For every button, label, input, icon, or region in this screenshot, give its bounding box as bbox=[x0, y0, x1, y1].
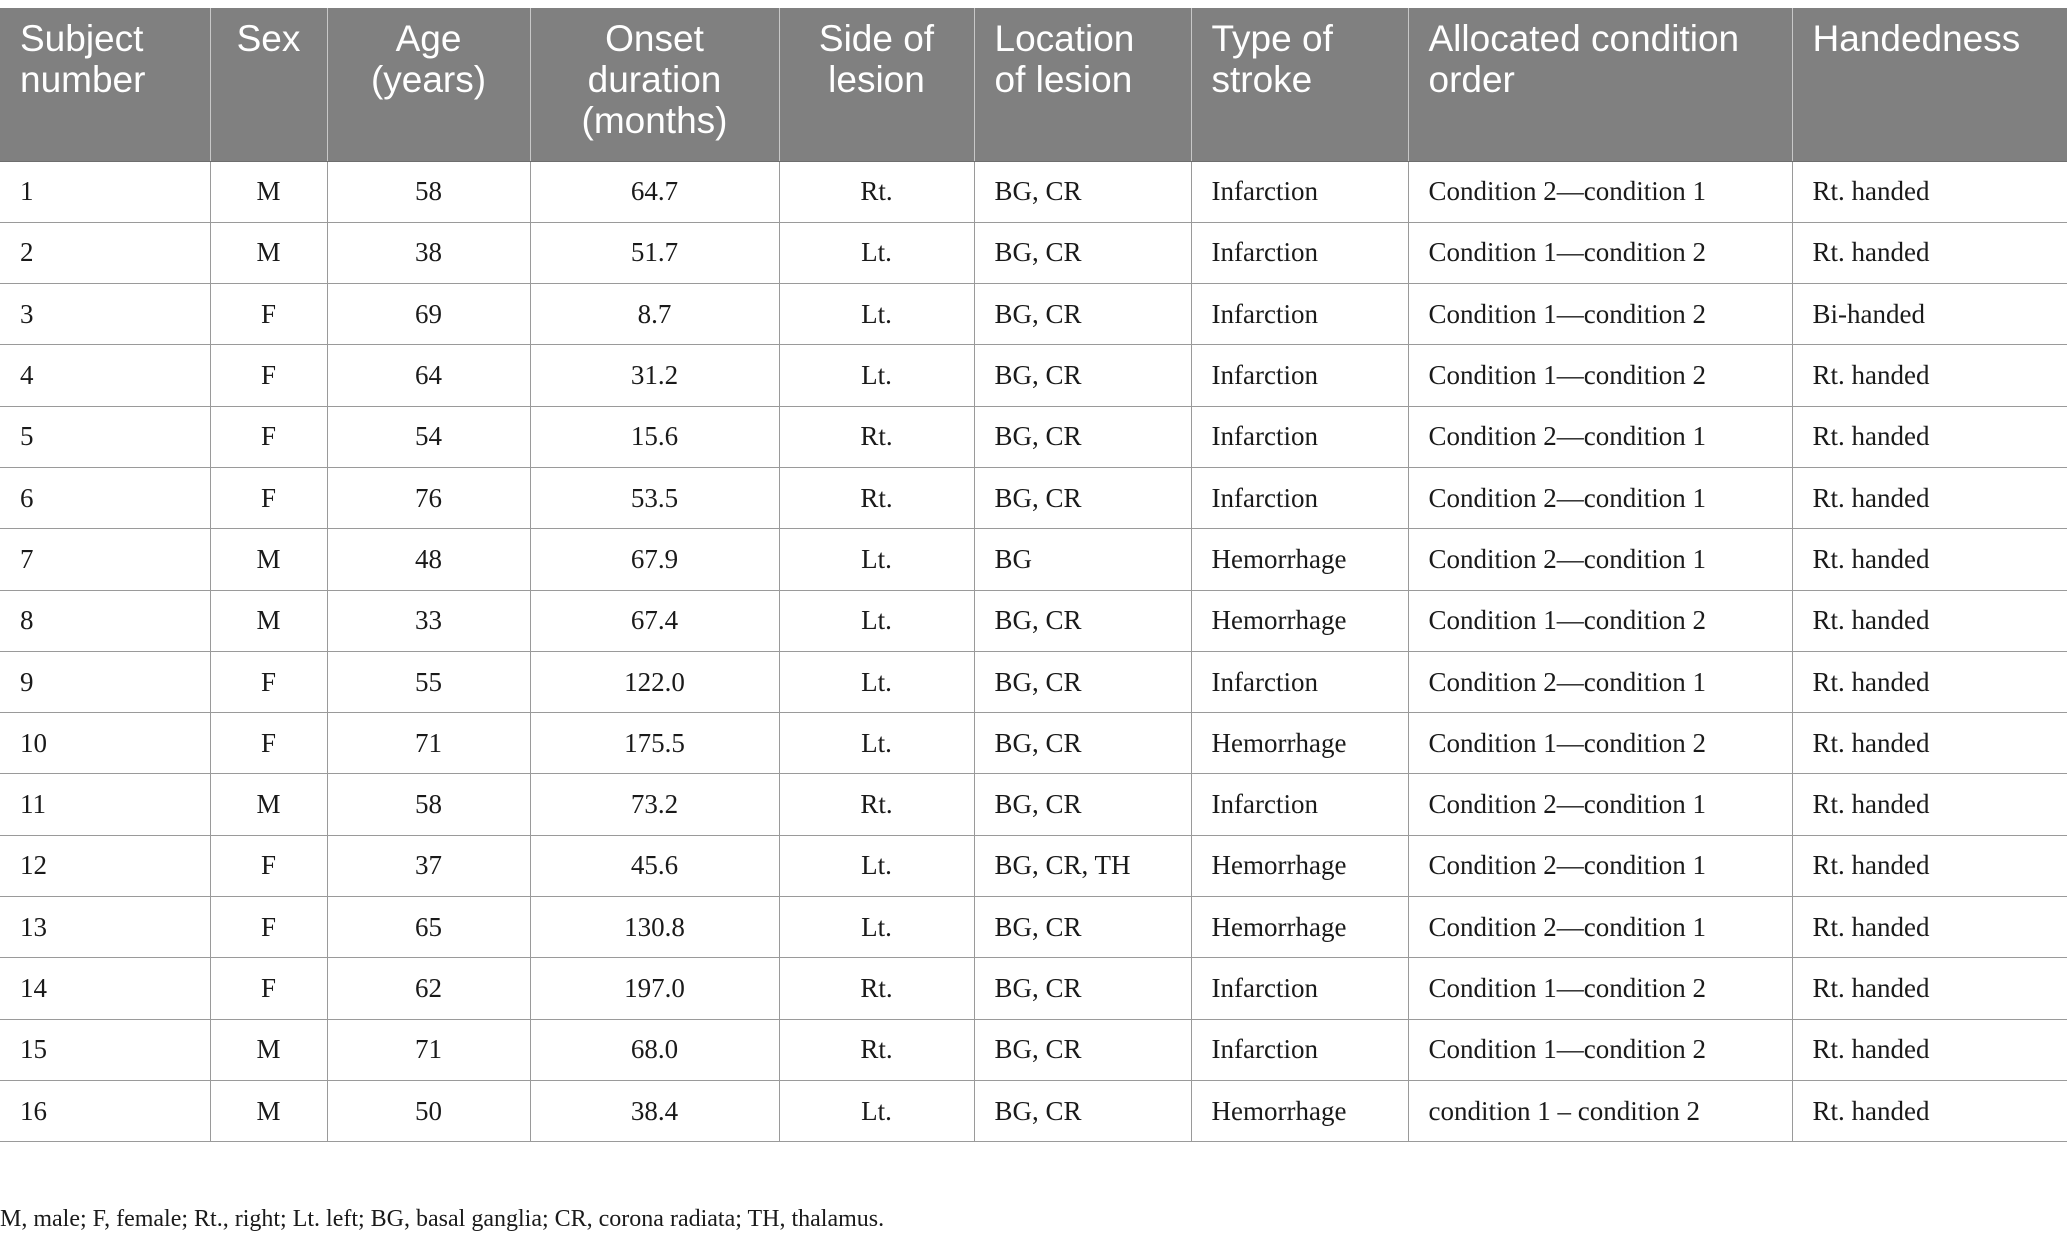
cell-type-of-stroke: Infarction bbox=[1191, 1019, 1408, 1080]
cell-sex: F bbox=[210, 345, 327, 406]
table-row bbox=[0, 835, 2067, 896]
cell-handedness: Rt. handed bbox=[1792, 1019, 2067, 1080]
cell-subject-number: 11 bbox=[0, 774, 210, 835]
cell-sex: M bbox=[210, 590, 327, 651]
cell-age: 54 bbox=[327, 406, 530, 467]
cell-location-of-lesion: BG, CR bbox=[974, 590, 1191, 651]
cell-sex: F bbox=[210, 406, 327, 467]
cell-onset-duration: 31.2 bbox=[530, 345, 779, 406]
cell-subject-number: 4 bbox=[0, 345, 210, 406]
cell-allocated-condition-order: Condition 1—condition 2 bbox=[1408, 284, 1792, 345]
cell-subject-number: 7 bbox=[0, 529, 210, 590]
cell-handedness: Rt. handed bbox=[1792, 958, 2067, 1019]
cell-side-of-lesion: Rt. bbox=[779, 467, 974, 528]
cell-subject-number: 8 bbox=[0, 590, 210, 651]
cell-handedness: Rt. handed bbox=[1792, 1080, 2067, 1141]
cell-type-of-stroke: Infarction bbox=[1191, 222, 1408, 283]
cell-handedness: Rt. handed bbox=[1792, 161, 2067, 222]
cell-handedness: Bi-handed bbox=[1792, 284, 2067, 345]
cell-subject-number: 9 bbox=[0, 651, 210, 712]
cell-allocated-condition-order: Condition 2—condition 1 bbox=[1408, 529, 1792, 590]
cell-subject-number: 10 bbox=[0, 713, 210, 774]
cell-allocated-condition-order: Condition 2—condition 1 bbox=[1408, 406, 1792, 467]
cell-age: 58 bbox=[327, 161, 530, 222]
cell-sex: F bbox=[210, 284, 327, 345]
cell-type-of-stroke: Infarction bbox=[1191, 651, 1408, 712]
header-subject-number: Subject number bbox=[0, 8, 210, 161]
cell-onset-duration: 73.2 bbox=[530, 774, 779, 835]
cell-location-of-lesion: BG, CR bbox=[974, 897, 1191, 958]
cell-age: 38 bbox=[327, 222, 530, 283]
header-type-of-stroke: Type of stroke bbox=[1191, 8, 1408, 161]
cell-subject-number: 2 bbox=[0, 222, 210, 283]
cell-subject-number: 16 bbox=[0, 1080, 210, 1141]
cell-allocated-condition-order: Condition 1—condition 2 bbox=[1408, 345, 1792, 406]
cell-side-of-lesion: Lt. bbox=[779, 713, 974, 774]
cell-onset-duration: 68.0 bbox=[530, 1019, 779, 1080]
cell-location-of-lesion: BG, CR bbox=[974, 222, 1191, 283]
cell-age: 55 bbox=[327, 651, 530, 712]
table-footnote: M, male; F, female; Rt., right; Lt. left; BG, basal ganglia; CR, corona radiata; TH, thalamus. bbox=[0, 1206, 885, 1232]
cell-location-of-lesion: BG, CR bbox=[974, 345, 1191, 406]
cell-age: 62 bbox=[327, 958, 530, 1019]
table-row bbox=[0, 713, 2067, 774]
cell-type-of-stroke: Hemorrhage bbox=[1191, 835, 1408, 896]
cell-handedness: Rt. handed bbox=[1792, 467, 2067, 528]
header-sex: Sex bbox=[210, 8, 327, 161]
cell-sex: M bbox=[210, 1019, 327, 1080]
cell-onset-duration: 38.4 bbox=[530, 1080, 779, 1141]
cell-handedness: Rt. handed bbox=[1792, 590, 2067, 651]
cell-age: 76 bbox=[327, 467, 530, 528]
cell-onset-duration: 67.9 bbox=[530, 529, 779, 590]
cell-location-of-lesion: BG, CR, TH bbox=[974, 835, 1191, 896]
cell-type-of-stroke: Infarction bbox=[1191, 406, 1408, 467]
cell-allocated-condition-order: Condition 2—condition 1 bbox=[1408, 161, 1792, 222]
header-allocated-condition-order: Allocated condition order bbox=[1408, 8, 1792, 161]
cell-side-of-lesion: Lt. bbox=[779, 835, 974, 896]
table-row bbox=[0, 222, 2067, 283]
cell-onset-duration: 67.4 bbox=[530, 590, 779, 651]
cell-location-of-lesion: BG, CR bbox=[974, 651, 1191, 712]
cell-side-of-lesion: Rt. bbox=[779, 161, 974, 222]
cell-location-of-lesion: BG bbox=[974, 529, 1191, 590]
cell-location-of-lesion: BG, CR bbox=[974, 467, 1191, 528]
cell-handedness: Rt. handed bbox=[1792, 774, 2067, 835]
cell-side-of-lesion: Lt. bbox=[779, 529, 974, 590]
cell-age: 69 bbox=[327, 284, 530, 345]
table-row bbox=[0, 161, 2067, 222]
cell-location-of-lesion: BG, CR bbox=[974, 713, 1191, 774]
cell-handedness: Rt. handed bbox=[1792, 529, 2067, 590]
cell-side-of-lesion: Lt. bbox=[779, 222, 974, 283]
cell-subject-number: 15 bbox=[0, 1019, 210, 1080]
table-row bbox=[0, 467, 2067, 528]
cell-allocated-condition-order: Condition 2—condition 1 bbox=[1408, 897, 1792, 958]
cell-subject-number: 14 bbox=[0, 958, 210, 1019]
cell-type-of-stroke: Infarction bbox=[1191, 467, 1408, 528]
cell-sex: M bbox=[210, 222, 327, 283]
cell-sex: M bbox=[210, 529, 327, 590]
header-handedness: Handedness bbox=[1792, 8, 2067, 161]
cell-onset-duration: 130.8 bbox=[530, 897, 779, 958]
table-row bbox=[0, 1080, 2067, 1141]
cell-onset-duration: 197.0 bbox=[530, 958, 779, 1019]
table-row bbox=[0, 897, 2067, 958]
cell-subject-number: 13 bbox=[0, 897, 210, 958]
cell-onset-duration: 122.0 bbox=[530, 651, 779, 712]
cell-age: 37 bbox=[327, 835, 530, 896]
cell-age: 71 bbox=[327, 713, 530, 774]
cell-handedness: Rt. handed bbox=[1792, 897, 2067, 958]
cell-allocated-condition-order: Condition 2—condition 1 bbox=[1408, 651, 1792, 712]
cell-type-of-stroke: Hemorrhage bbox=[1191, 529, 1408, 590]
table-row bbox=[0, 529, 2067, 590]
cell-handedness: Rt. handed bbox=[1792, 835, 2067, 896]
header-row bbox=[0, 8, 2067, 161]
cell-subject-number: 5 bbox=[0, 406, 210, 467]
cell-type-of-stroke: Hemorrhage bbox=[1191, 713, 1408, 774]
cell-age: 50 bbox=[327, 1080, 530, 1141]
cell-onset-duration: 45.6 bbox=[530, 835, 779, 896]
cell-allocated-condition-order: Condition 1—condition 2 bbox=[1408, 958, 1792, 1019]
cell-age: 58 bbox=[327, 774, 530, 835]
cell-side-of-lesion: Lt. bbox=[779, 1080, 974, 1141]
table-row bbox=[0, 284, 2067, 345]
cell-onset-duration: 53.5 bbox=[530, 467, 779, 528]
cell-sex: F bbox=[210, 651, 327, 712]
cell-allocated-condition-order: condition 1 – condition 2 bbox=[1408, 1080, 1792, 1141]
header-side-of-lesion: Side of lesion bbox=[779, 8, 974, 161]
cell-subject-number: 3 bbox=[0, 284, 210, 345]
cell-sex: F bbox=[210, 958, 327, 1019]
table-row bbox=[0, 406, 2067, 467]
cell-allocated-condition-order: Condition 2—condition 1 bbox=[1408, 835, 1792, 896]
cell-onset-duration: 64.7 bbox=[530, 161, 779, 222]
cell-sex: F bbox=[210, 467, 327, 528]
cell-handedness: Rt. handed bbox=[1792, 222, 2067, 283]
cell-sex: M bbox=[210, 1080, 327, 1141]
table-header bbox=[0, 8, 2067, 161]
cell-onset-duration: 51.7 bbox=[530, 222, 779, 283]
cell-allocated-condition-order: Condition 1—condition 2 bbox=[1408, 713, 1792, 774]
cell-side-of-lesion: Lt. bbox=[779, 651, 974, 712]
cell-location-of-lesion: BG, CR bbox=[974, 958, 1191, 1019]
cell-allocated-condition-order: Condition 1—condition 2 bbox=[1408, 1019, 1792, 1080]
cell-side-of-lesion: Rt. bbox=[779, 958, 974, 1019]
header-age: Age (years) bbox=[327, 8, 530, 161]
subject-characteristics-table bbox=[0, 8, 2067, 1142]
cell-allocated-condition-order: Condition 1—condition 2 bbox=[1408, 222, 1792, 283]
cell-side-of-lesion: Rt. bbox=[779, 406, 974, 467]
cell-allocated-condition-order: Condition 1—condition 2 bbox=[1408, 590, 1792, 651]
cell-sex: F bbox=[210, 897, 327, 958]
cell-side-of-lesion: Lt. bbox=[779, 897, 974, 958]
cell-location-of-lesion: BG, CR bbox=[974, 284, 1191, 345]
cell-sex: F bbox=[210, 835, 327, 896]
cell-handedness: Rt. handed bbox=[1792, 406, 2067, 467]
cell-type-of-stroke: Infarction bbox=[1191, 284, 1408, 345]
cell-type-of-stroke: Infarction bbox=[1191, 345, 1408, 406]
cell-subject-number: 1 bbox=[0, 161, 210, 222]
cell-side-of-lesion: Lt. bbox=[779, 345, 974, 406]
table-row bbox=[0, 590, 2067, 651]
cell-age: 64 bbox=[327, 345, 530, 406]
cell-age: 65 bbox=[327, 897, 530, 958]
cell-allocated-condition-order: Condition 2—condition 1 bbox=[1408, 467, 1792, 528]
table-row bbox=[0, 345, 2067, 406]
table-row bbox=[0, 958, 2067, 1019]
cell-type-of-stroke: Hemorrhage bbox=[1191, 590, 1408, 651]
cell-location-of-lesion: BG, CR bbox=[974, 1080, 1191, 1141]
table-row bbox=[0, 1019, 2067, 1080]
cell-type-of-stroke: Hemorrhage bbox=[1191, 1080, 1408, 1141]
cell-handedness: Rt. handed bbox=[1792, 345, 2067, 406]
cell-type-of-stroke: Hemorrhage bbox=[1191, 897, 1408, 958]
header-onset-duration: Onset duration (months) bbox=[530, 8, 779, 161]
cell-age: 33 bbox=[327, 590, 530, 651]
cell-side-of-lesion: Lt. bbox=[779, 284, 974, 345]
cell-allocated-condition-order: Condition 2—condition 1 bbox=[1408, 774, 1792, 835]
cell-type-of-stroke: Infarction bbox=[1191, 958, 1408, 1019]
cell-side-of-lesion: Lt. bbox=[779, 590, 974, 651]
cell-location-of-lesion: BG, CR bbox=[974, 774, 1191, 835]
cell-location-of-lesion: BG, CR bbox=[974, 161, 1191, 222]
cell-onset-duration: 15.6 bbox=[530, 406, 779, 467]
table-body bbox=[0, 161, 2067, 1142]
cell-onset-duration: 175.5 bbox=[530, 713, 779, 774]
cell-age: 48 bbox=[327, 529, 530, 590]
cell-subject-number: 6 bbox=[0, 467, 210, 528]
cell-type-of-stroke: Infarction bbox=[1191, 774, 1408, 835]
header-location-of-lesion: Location of lesion bbox=[974, 8, 1191, 161]
cell-location-of-lesion: BG, CR bbox=[974, 406, 1191, 467]
cell-type-of-stroke: Infarction bbox=[1191, 161, 1408, 222]
table-row bbox=[0, 651, 2067, 712]
cell-side-of-lesion: Rt. bbox=[779, 1019, 974, 1080]
cell-handedness: Rt. handed bbox=[1792, 651, 2067, 712]
cell-location-of-lesion: BG, CR bbox=[974, 1019, 1191, 1080]
table-row bbox=[0, 774, 2067, 835]
cell-onset-duration: 8.7 bbox=[530, 284, 779, 345]
cell-sex: F bbox=[210, 713, 327, 774]
cell-side-of-lesion: Rt. bbox=[779, 774, 974, 835]
cell-handedness: Rt. handed bbox=[1792, 713, 2067, 774]
cell-age: 71 bbox=[327, 1019, 530, 1080]
cell-sex: M bbox=[210, 774, 327, 835]
cell-subject-number: 12 bbox=[0, 835, 210, 896]
cell-sex: M bbox=[210, 161, 327, 222]
